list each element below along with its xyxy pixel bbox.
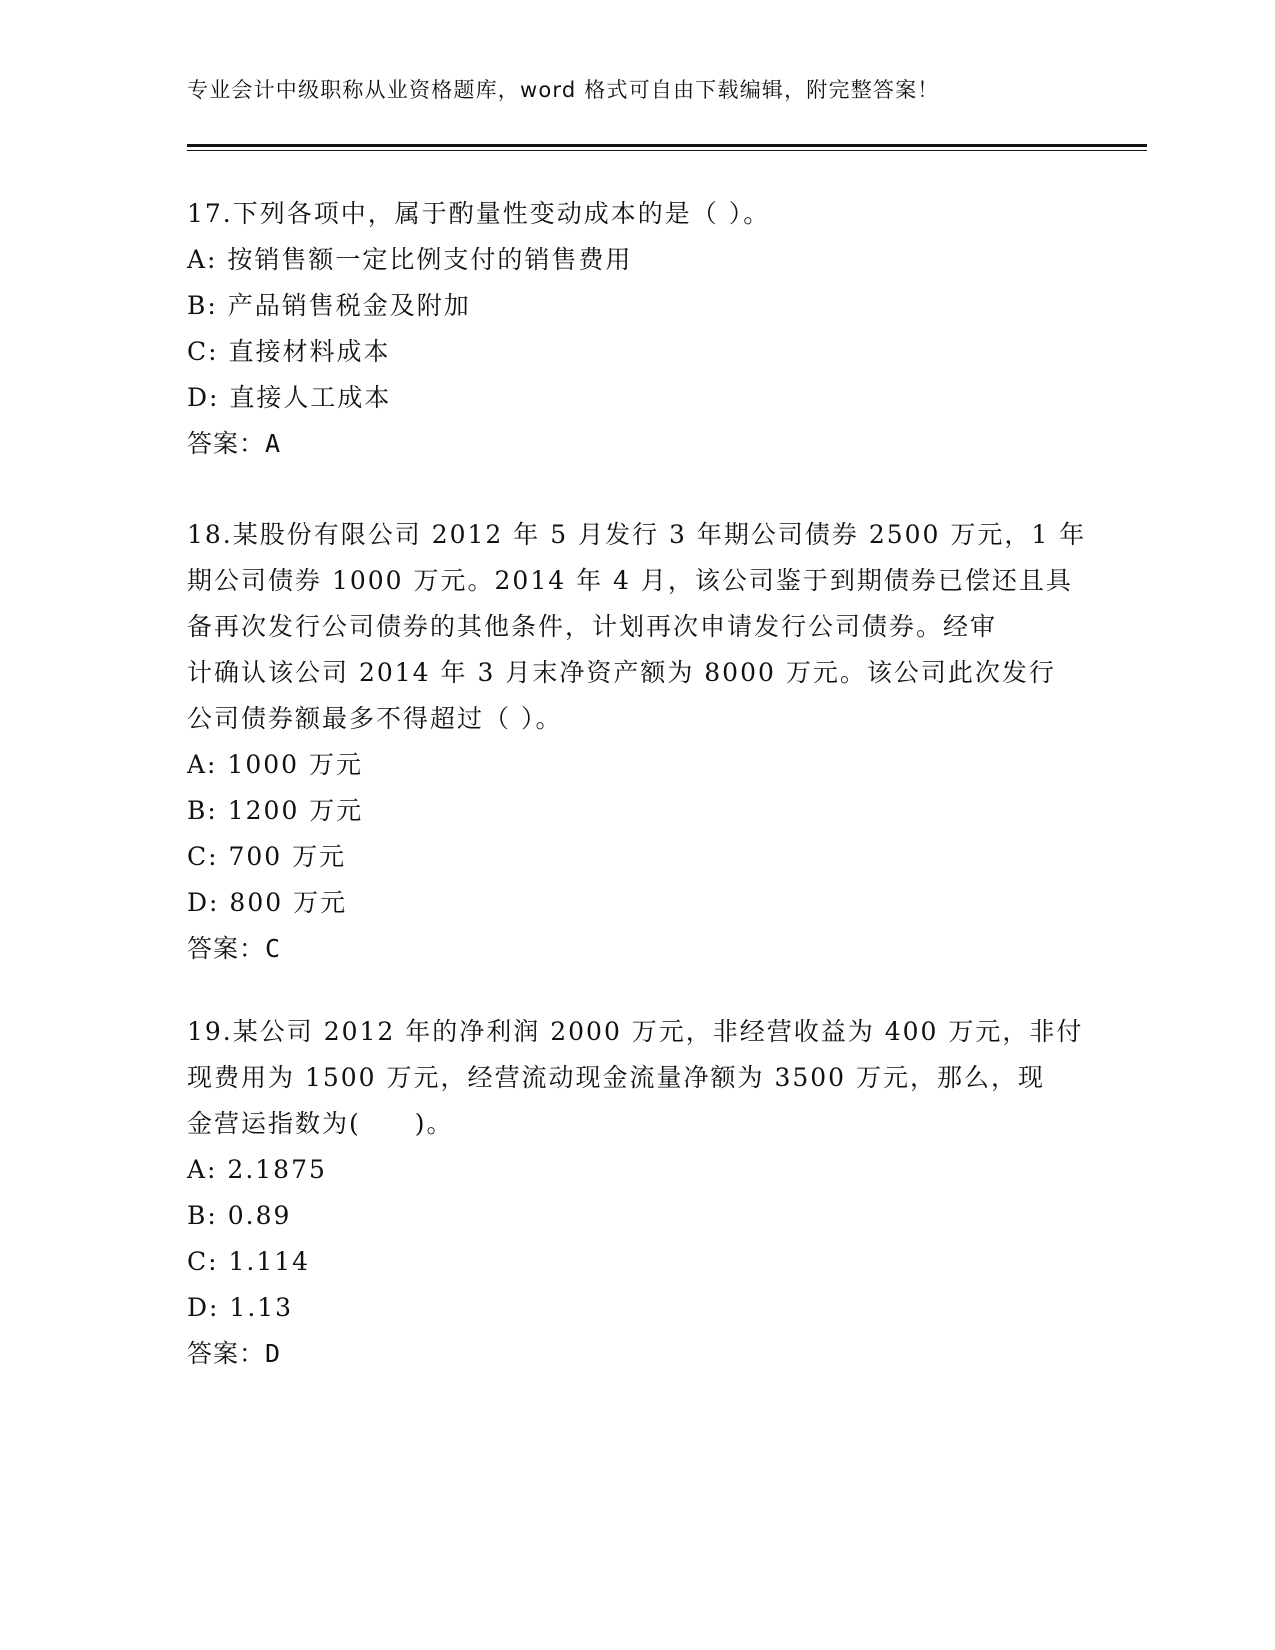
answer-value: D [265,1339,282,1368]
option-b: B: 1200 万元 [187,796,364,825]
answer-value: C [265,934,282,963]
option-b: B: 0.89 [187,1201,292,1230]
stem-line: 期公司债券 1000 万元。2014 年 4 月，该公司鉴于到期债券已偿还且具 [187,566,1073,595]
answer-label: 答案： [187,1339,266,1368]
header-rule-thick [187,144,1147,147]
option-c: C: 700 万元 [187,842,347,871]
answer-line [187,1331,1087,1377]
stem-line: 17.下列各项中，属于酌量性变动成本的是（ ）。 [187,199,771,228]
question-19 [187,1009,1087,1377]
answer-value: A [265,429,282,458]
option-a: A: 按销售额一定比例支付的销售费用 [187,245,633,274]
stem-line: 18.某股份有限公司 2012 年 5 月发行 3 年期公司债券 2500 万元，1 年 [187,520,1087,549]
stem-line: 19.某公司 2012 年的净利润 2000 万元，非经营收益为 400 万元，非付 [187,1017,1084,1046]
answer-line [187,926,1087,972]
question-18 [187,512,1087,972]
option-c: C: 直接材料成本 [187,337,391,366]
answer-label: 答案： [187,934,266,963]
stem-line: 备再次发行公司债券的其他条件，计划再次申请发行公司债券。经审 [187,612,998,641]
stem-line: 计确认该公司 2014 年 3 月末净资产额为 8000 万元。该公司此次发行 [187,658,1056,687]
stem-line: 金营运指数为( )。 [187,1109,454,1138]
option-a: A: 1000 万元 [187,750,363,779]
option-c: C: 1.114 [187,1247,311,1276]
option-d: D: 直接人工成本 [187,383,392,412]
question-stem [187,191,1087,237]
stem-line: 现费用为 1500 万元，经营流动现金流量净额为 3500 万元，那么，现 [187,1063,1046,1092]
option-a: A: 2.1875 [187,1155,327,1184]
answer-label: 答案： [187,429,266,458]
header-rule-thin [187,150,1147,151]
stem-line: 公司债券额最多不得超过（ ）。 [187,704,563,733]
option-d: D: 800 万元 [187,888,348,917]
page-header: 专业会计中级职称从业资格题库，word 格式可自由下载编辑，附完整答案！ [187,78,940,102]
option-d: D: 1.13 [187,1293,294,1322]
option-b: B: 产品销售税金及附加 [187,291,471,320]
answer-line [187,421,1087,467]
question-17 [187,191,1087,467]
question-stem [187,1009,1087,1147]
question-stem [187,512,1087,742]
